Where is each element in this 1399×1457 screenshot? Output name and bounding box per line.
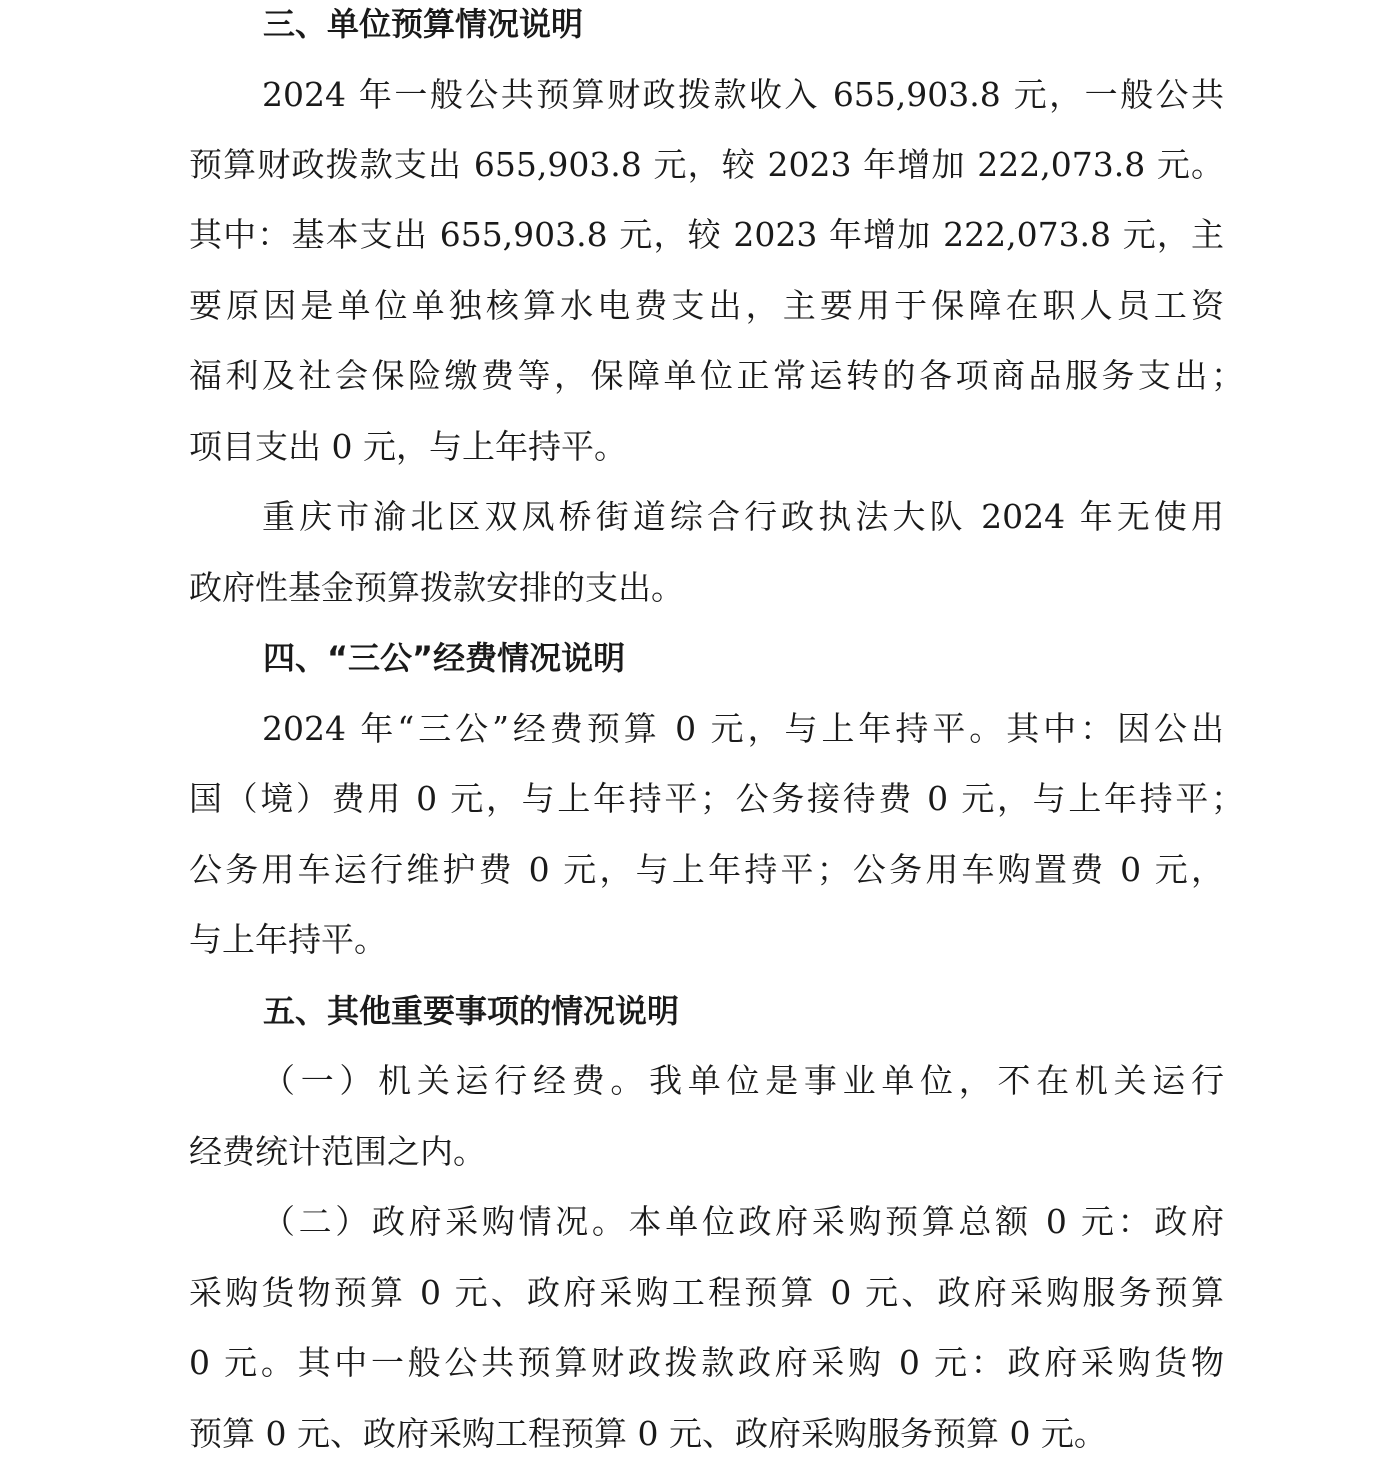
- paragraph-line: 福利及社会保险缴费等，保障单位正常运转的各项商品服务支出；: [189, 356, 1244, 395]
- paragraph-line: 预算财政拨款支出 655,903.8 元，较 2023 年增加 222,073.8 元。: [189, 145, 1224, 184]
- paragraph-line: 国（境）费用 0 元，与上年持平；公务接待费 0 元，与上年持平；: [189, 779, 1244, 818]
- paragraph-line: （二）政府采购情况。本单位政府采购预算总额 0 元：政府: [262, 1202, 1224, 1241]
- paragraph-line: 0 元。其中一般公共预算财政拨款政府采购 0 元：政府采购货物: [189, 1343, 1224, 1382]
- paragraph-line: 与上年持平。: [189, 920, 387, 959]
- paragraph-line: 公务用车运行维护费 0 元，与上年持平；公务用车购置费 0 元，: [189, 850, 1224, 889]
- paragraph-line: （一）机关运行经费。我单位是事业单位，不在机关运行: [262, 1061, 1224, 1100]
- paragraph-line: 要原因是单位单独核算水电费支出，主要用于保障在职人员工资: [189, 286, 1224, 325]
- paragraph-line: 采购货物预算 0 元、政府采购工程预算 0 元、政府采购服务预算: [189, 1273, 1224, 1312]
- paragraph-line: 经费统计范围之内。: [189, 1132, 486, 1171]
- paragraph-line: 预算 0 元、政府采购工程预算 0 元、政府采购服务预算 0 元。: [189, 1414, 1107, 1453]
- paragraph-line: 项目支出 0 元，与上年持平。: [189, 427, 627, 466]
- paragraph-line: 政府性基金预算拨款安排的支出。: [189, 568, 684, 607]
- paragraph-line: 2024 年一般公共预算财政拨款收入 655,903.8 元，一般公共: [262, 75, 1224, 114]
- section-heading-three-public: 四、“三公”经费情况说明: [263, 639, 626, 677]
- paragraph-line: 2024 年“三公”经费预算 0 元，与上年持平。其中：因公出: [262, 709, 1224, 748]
- section-heading-budget: 三、单位预算情况说明: [263, 5, 584, 43]
- section-heading-other-matters: 五、其他重要事项的情况说明: [263, 992, 680, 1030]
- paragraph-line: 重庆市渝北区双凤桥街道综合行政执法大队 2024 年无使用: [262, 497, 1224, 536]
- paragraph-line: 其中：基本支出 655,903.8 元，较 2023 年增加 222,073.8 元，主: [189, 215, 1224, 254]
